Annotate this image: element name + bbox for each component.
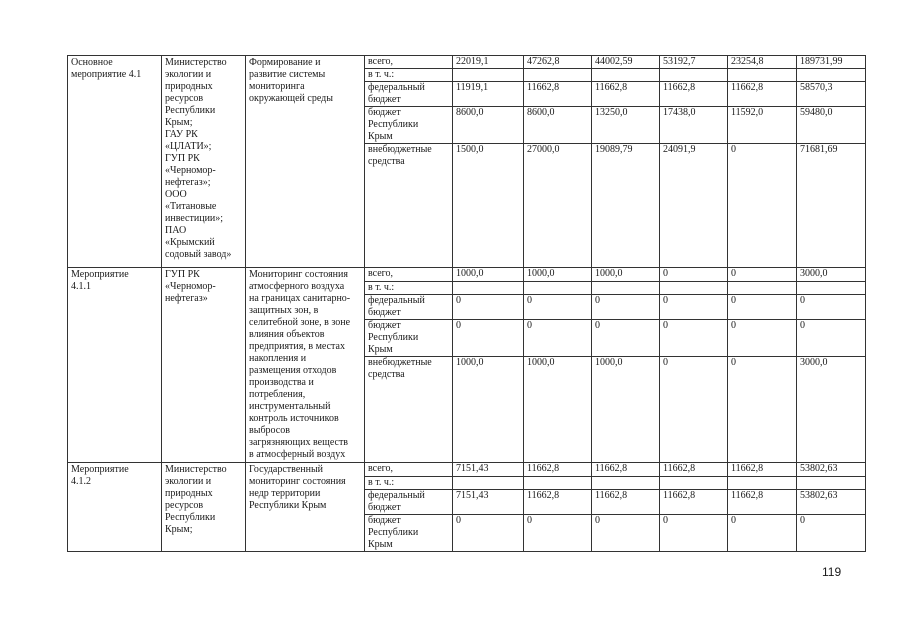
funding-source-cell: федеральный бюджет [365, 295, 453, 320]
amount-cell [524, 69, 592, 82]
amount-cell: 0 [592, 515, 660, 552]
amount-cell: 71681,69 [797, 144, 866, 268]
funding-source-cell: федеральный бюджет [365, 82, 453, 107]
amount-cell: 0 [592, 320, 660, 357]
amount-cell: 53802,63 [797, 463, 866, 477]
funding-source-cell: бюджет Республики Крым [365, 107, 453, 144]
amount-cell: 0 [453, 320, 524, 357]
amount-cell: 0 [660, 357, 728, 463]
amount-cell: 0 [797, 320, 866, 357]
amount-cell: 3000,0 [797, 357, 866, 463]
funding-source-cell: в т. ч.: [365, 69, 453, 82]
amount-cell [524, 477, 592, 490]
amount-cell: 1000,0 [592, 268, 660, 282]
amount-cell: 0 [524, 320, 592, 357]
amount-cell [728, 282, 797, 295]
amount-cell: 11662,8 [592, 490, 660, 515]
amount-cell [660, 69, 728, 82]
goal-cell: Формирование и развитие системы мониторинга окружающей среды [246, 56, 365, 268]
executor-cell: Министерство экологии и природных ресурсов Республики Крым; [162, 463, 246, 552]
amount-cell: 59480,0 [797, 107, 866, 144]
amount-cell: 0 [524, 515, 592, 552]
amount-cell: 0 [728, 295, 797, 320]
amount-cell: 53192,7 [660, 56, 728, 69]
table-row [68, 56, 866, 69]
amount-cell: 0 [728, 268, 797, 282]
amount-cell: 1000,0 [453, 268, 524, 282]
amount-cell [592, 69, 660, 82]
amount-cell [660, 477, 728, 490]
amount-cell: 0 [728, 320, 797, 357]
funding-source-cell: в т. ч.: [365, 477, 453, 490]
amount-cell: 3000,0 [797, 268, 866, 282]
activity-name-cell: Основное мероприятие 4.1 [68, 56, 162, 268]
amount-cell: 11662,8 [524, 490, 592, 515]
amount-cell: 11662,8 [660, 490, 728, 515]
funding-source-cell: внебюджетные средства [365, 144, 453, 268]
funding-source-cell: всего, [365, 268, 453, 282]
amount-cell: 13250,0 [592, 107, 660, 144]
executor-cell: Министерство экологии и природных ресурсов Республики Крым; ГАУ РК «ЦЛАТИ»; ГУП РК «Черномор- нефтегаз»; ООО «Титановые инвестиции»; ПАО «Крымский содовый завод» [162, 56, 246, 268]
budget-table [67, 55, 866, 552]
amount-cell: 44002,59 [592, 56, 660, 69]
amount-cell [524, 282, 592, 295]
amount-cell: 7151,43 [453, 490, 524, 515]
amount-cell: 0 [453, 295, 524, 320]
amount-cell [592, 282, 660, 295]
amount-cell: 11662,8 [524, 82, 592, 107]
amount-cell [453, 477, 524, 490]
funding-source-cell: федеральный бюджет [365, 490, 453, 515]
amount-cell: 24091,9 [660, 144, 728, 268]
amount-cell: 11662,8 [592, 463, 660, 477]
amount-cell: 1500,0 [453, 144, 524, 268]
amount-cell [660, 282, 728, 295]
amount-cell: 19089,79 [592, 144, 660, 268]
amount-cell: 0 [453, 515, 524, 552]
amount-cell: 11662,8 [728, 463, 797, 477]
amount-cell: 0 [728, 144, 797, 268]
amount-cell [728, 477, 797, 490]
amount-cell: 189731,99 [797, 56, 866, 69]
table-row [68, 268, 866, 282]
amount-cell: 0 [524, 295, 592, 320]
amount-cell: 53802,63 [797, 490, 866, 515]
funding-source-cell: всего, [365, 463, 453, 477]
amount-cell: 0 [660, 268, 728, 282]
amount-cell: 8600,0 [524, 107, 592, 144]
amount-cell: 0 [660, 515, 728, 552]
amount-cell: 11662,8 [728, 82, 797, 107]
funding-source-cell: всего, [365, 56, 453, 69]
amount-cell: 1000,0 [592, 357, 660, 463]
amount-cell: 1000,0 [524, 268, 592, 282]
amount-cell: 7151,43 [453, 463, 524, 477]
amount-cell: 11662,8 [592, 82, 660, 107]
amount-cell: 0 [660, 295, 728, 320]
amount-cell: 11919,1 [453, 82, 524, 107]
funding-source-cell: внебюджетные средства [365, 357, 453, 463]
amount-cell: 1000,0 [453, 357, 524, 463]
goal-cell: Мониторинг состояния атмосферного воздуха на границах санитарно- защитных зон, в селитебной зоне, в зоне влияния объектов предприятия, в местах накопления и размещения отходов производства и потребления, инструментальный контроль источников выбросов загрязняющих веществ в атмосферный воздух [246, 268, 365, 463]
activity-name-cell: Мероприятие 4.1.2 [68, 463, 162, 552]
amount-cell: 0 [592, 295, 660, 320]
amount-cell [797, 69, 866, 82]
amount-cell: 0 [728, 515, 797, 552]
amount-cell: 17438,0 [660, 107, 728, 144]
amount-cell: 11662,8 [728, 490, 797, 515]
amount-cell: 11662,8 [524, 463, 592, 477]
table-row [68, 463, 866, 477]
amount-cell: 11662,8 [660, 463, 728, 477]
amount-cell: 0 [797, 515, 866, 552]
amount-cell [797, 282, 866, 295]
funding-source-cell: в т. ч.: [365, 282, 453, 295]
amount-cell: 11592,0 [728, 107, 797, 144]
amount-cell: 58570,3 [797, 82, 866, 107]
amount-cell [728, 69, 797, 82]
amount-cell [797, 477, 866, 490]
amount-cell: 1000,0 [524, 357, 592, 463]
amount-cell: 0 [660, 320, 728, 357]
activity-name-cell: Мероприятие 4.1.1 [68, 268, 162, 463]
page-number: 119 [822, 565, 842, 579]
amount-cell [453, 282, 524, 295]
amount-cell: 0 [797, 295, 866, 320]
amount-cell: 27000,0 [524, 144, 592, 268]
funding-source-cell: бюджет Республики Крым [365, 515, 453, 552]
amount-cell [453, 69, 524, 82]
amount-cell: 0 [728, 357, 797, 463]
amount-cell: 23254,8 [728, 56, 797, 69]
amount-cell [592, 477, 660, 490]
executor-cell: ГУП РК «Черномор- нефтегаз» [162, 268, 246, 463]
amount-cell: 22019,1 [453, 56, 524, 69]
amount-cell: 47262,8 [524, 56, 592, 69]
funding-source-cell: бюджет Республики Крым [365, 320, 453, 357]
goal-cell: Государственный мониторинг состояния недр территории Республики Крым [246, 463, 365, 552]
amount-cell: 11662,8 [660, 82, 728, 107]
amount-cell: 8600,0 [453, 107, 524, 144]
